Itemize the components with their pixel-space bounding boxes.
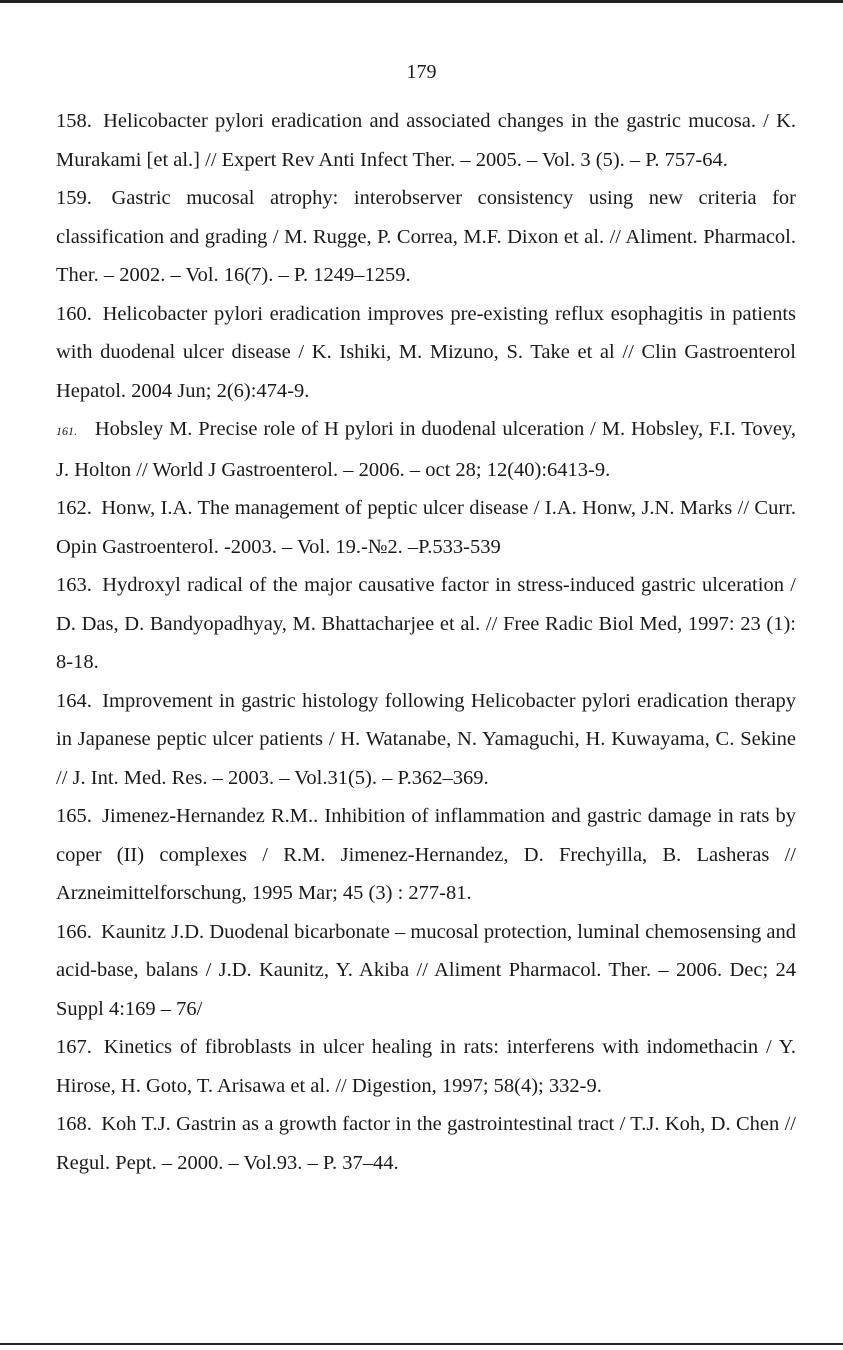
reference-text: Improvement in gastric histology following Helicobacter pylori eradication therapy in Japanese peptic ulcer patients / H. Watanabe, N. Yamaguchi, H. Kuwayama, C. Sekine // J. Int. Med. Res. – 2003. – Vol.31(5). – P.362–369. [56,689,796,789]
reference-text: Helicobacter pylori eradication and associated changes in the gastric mucosa. / K. Murakami [et al.] // Expert Rev Anti Infect Ther. – 2005. – Vol. 3 (5). – P. 757-64. [56,110,797,171]
reference-text: Koh T.J. Gastrin as a growth factor in the gastrointestinal tract / T.J. Koh, D. Chen // Regul. Pept. – 2000. – Vol.93. – P. 37–44. [56,1113,796,1174]
reference-number: 168. [56,1113,92,1135]
reference-number: 160. [56,302,92,325]
reference-number: 167. [56,1036,92,1058]
reference-item [56,913,796,1029]
reference-text: Hobsley M. Precise role of H pylori in duodenal ulceration / M. Hobsley, F.I. Tovey, J. Holton // World J Gastroenterol. – 2006. – oct 28; 12(40):6413-9. [56,418,797,481]
page-number: 179 [406,61,437,83]
reference-item [56,1105,796,1182]
reference-number: 161. [56,424,77,438]
reference-number: 163. [56,574,92,596]
reference-number: 159. [56,187,92,209]
reference-text: Kinetics of fibroblasts in ulcer healing in rats: interferens with indomethacin / Y. Hirose, H. Goto, T. Arisawa et al. // Digestion, 1997; 58(4); 332-9. [56,1036,797,1097]
reference-text: Helicobacter pylori eradication improves pre-existing reflux esophagitis in patients with duodenal ulcer disease / K. Ishiki, M. Mizuno, S. Take et al // Clin Gastroenterol Hepatol. 2004 Jun; 2(6):474-9. [56,302,796,402]
reference-number: 162. [56,497,92,519]
reference-text: Gastric mucosal atrophy: interobserver consistency using new criteria for classification and grading / M. Rugge, P. Correa, M.F. Dixon et al. // Aliment. Pharmacol. Ther. – 2002. – Vol. 16(7). – P. 1249–1259. [56,187,797,286]
reference-item [56,682,796,798]
reference-text: Honw, I.A. The management of peptic ulcer disease / I.A. Honw, J.N. Marks // Curr. Opin Gastroenterol. -2003. – Vol. 19.-№2. –P.533-539 [56,497,796,558]
reference-number: 166. [56,920,92,943]
bottom-border-line [0,1343,843,1345]
reference-text: Jimenez-Hernandez R.M.. Inhibition of inflammation and gastric damage in rats by coper (II) complexes / R.M. Jimenez-Hernandez, D. Frechyilla, B. Lasheras // Arzneimittelforschung, 1995 Mar; 45 (3) : 277-81. [56,805,796,904]
reference-item [56,797,796,913]
reference-number: 165. [56,805,92,827]
reference-item [56,102,796,179]
top-border-line [0,0,843,3]
reference-list [56,102,796,1182]
reference-item [56,179,796,295]
reference-item [56,1028,796,1105]
reference-number: 158. [56,110,92,132]
reference-item [56,295,796,411]
reference-number: 164. [56,689,92,712]
reference-text: Hydroxyl radical of the major causative factor in stress-induced gastric ulceration / D. Das, D. Bandyopadhyay, M. Bhattacharjee et al. // Free Radic Biol Med, 1997: 23 (1): 8-18. [56,574,797,673]
reference-text: Kaunitz J.D. Duodenal bicarbonate – mucosal protection, luminal chemosensing and acid-base, balans / J.D. Kaunitz, Y. Akiba // Aliment Pharmacol. Ther. – 2006. Dec; 24 Suppl 4:169 – 76/ [56,920,796,1020]
reference-item [56,410,796,489]
reference-item [56,566,796,682]
reference-item [56,489,796,566]
